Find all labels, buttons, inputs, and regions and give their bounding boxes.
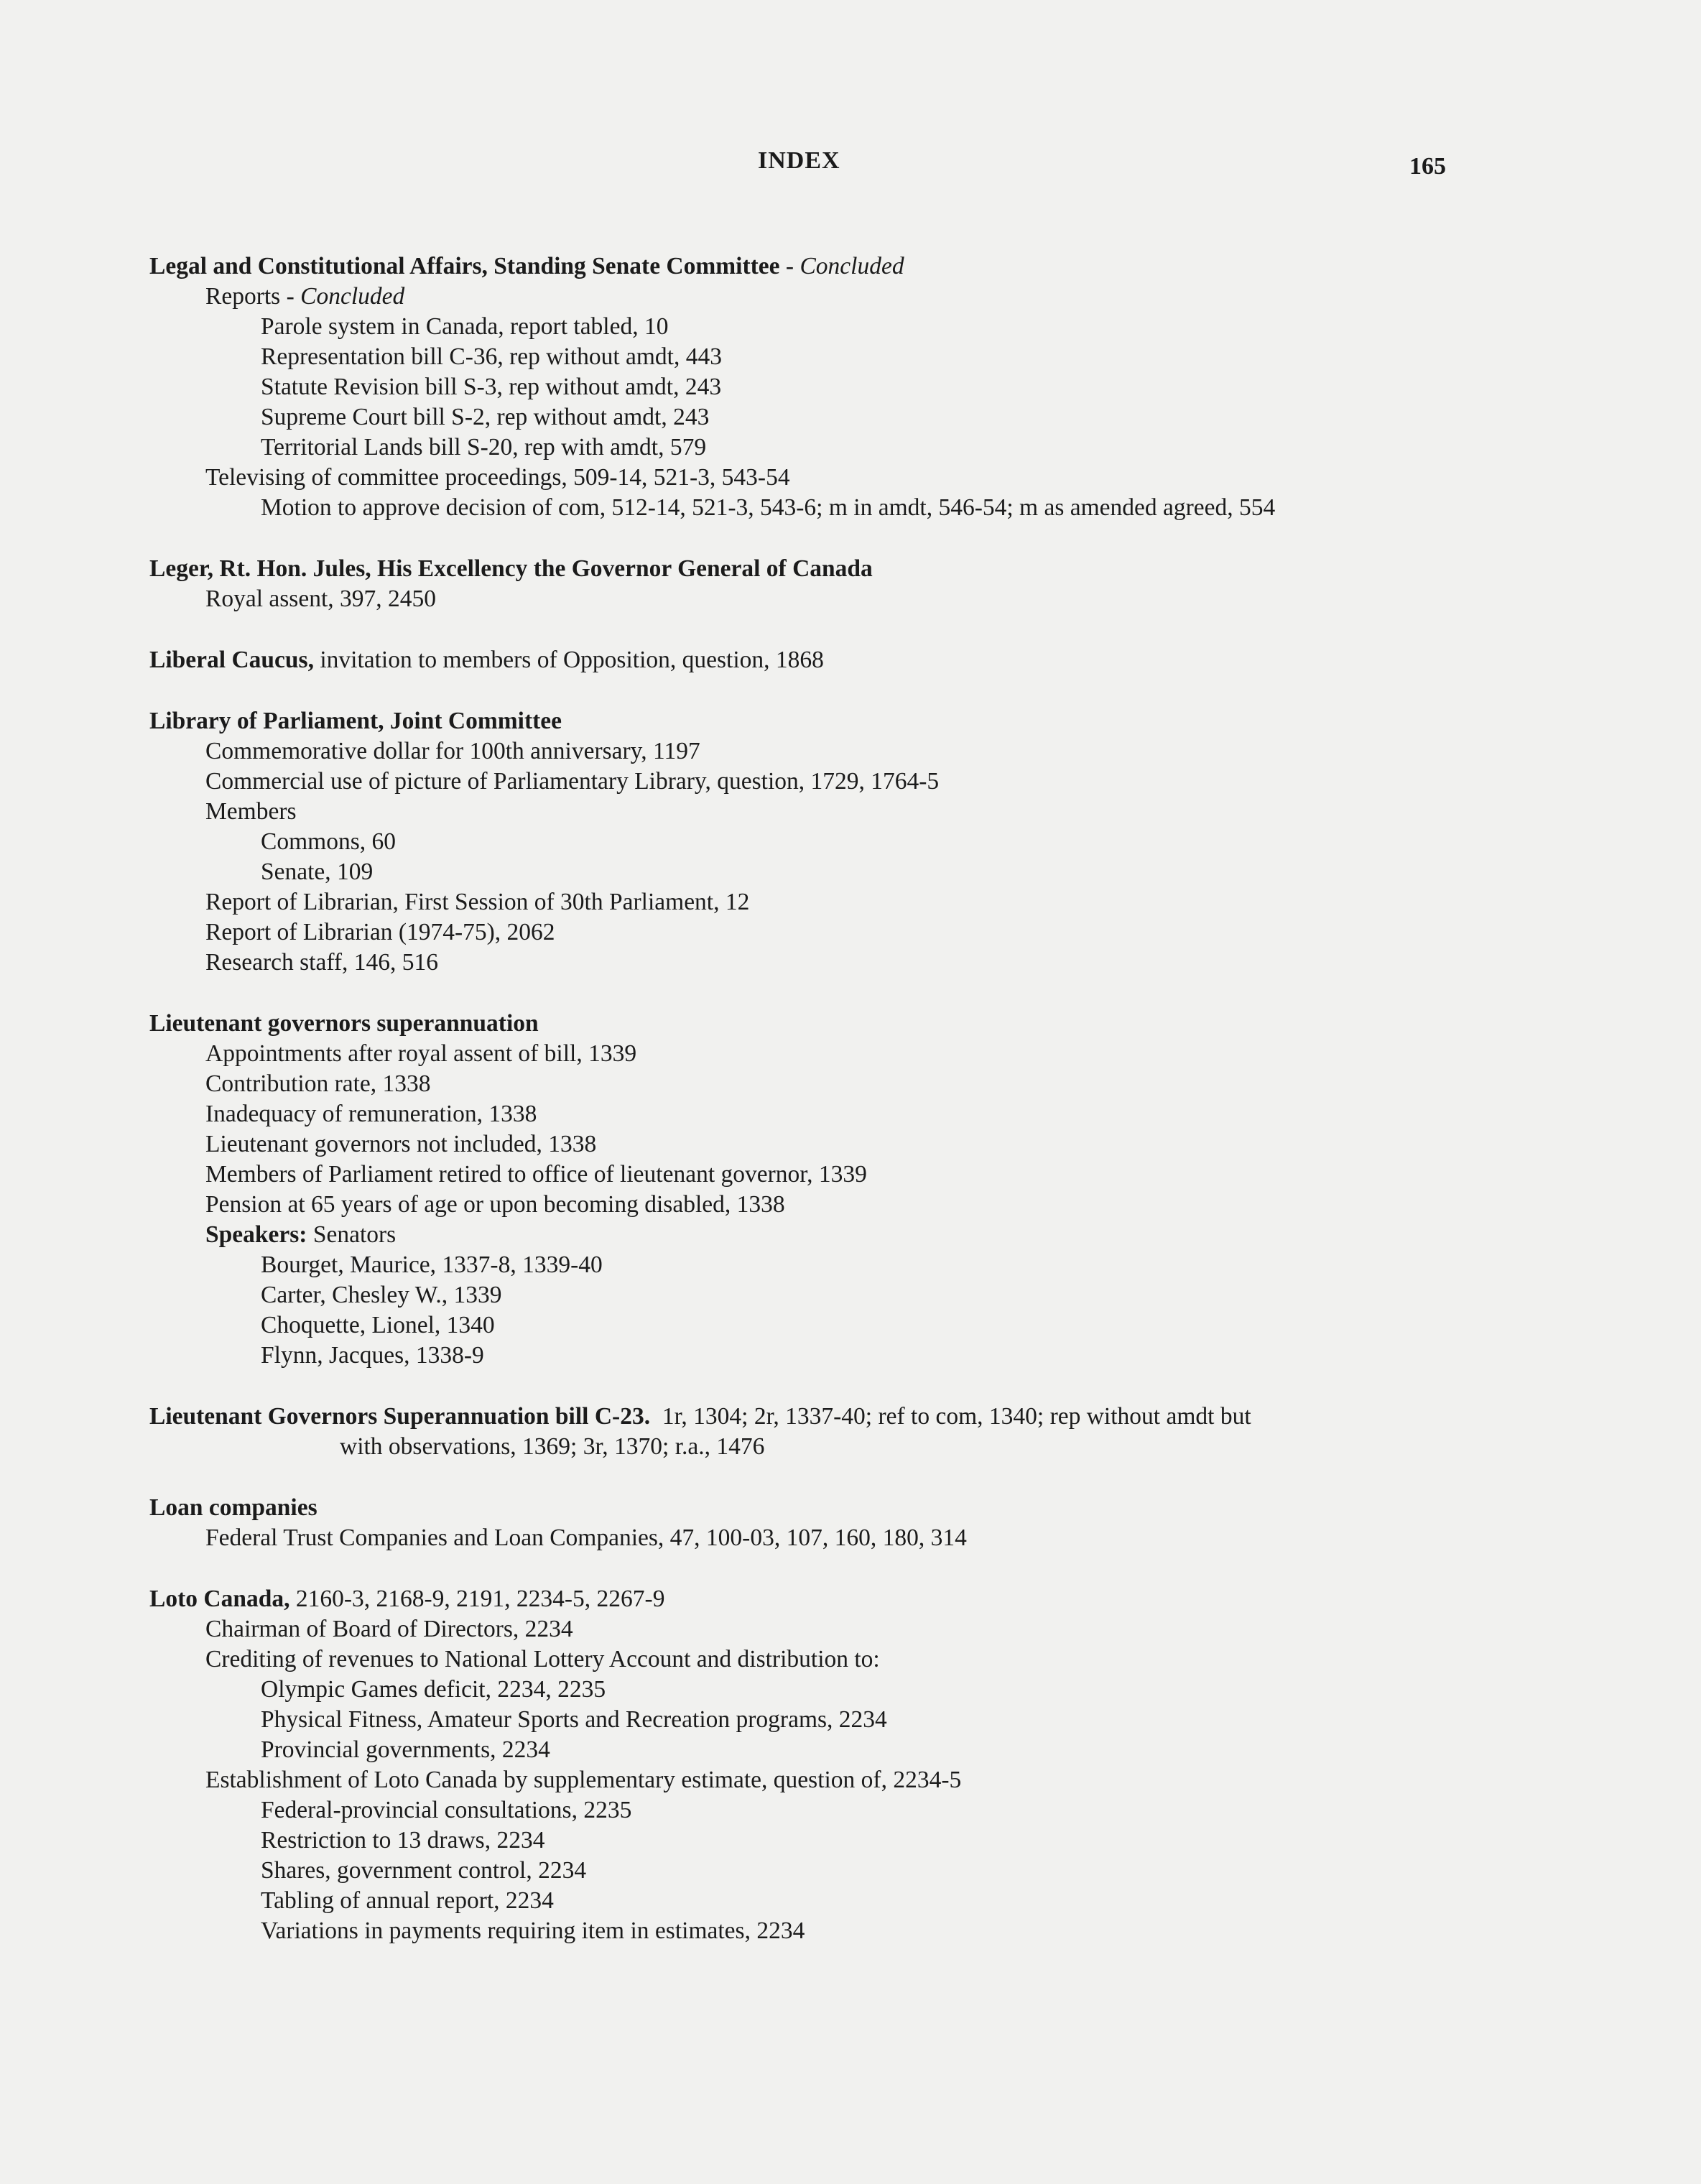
subentry: Chairman of Board of Directors, 2234 xyxy=(205,1616,573,1642)
subentry: Pension at 65 years of age or upon becoming disabled, 1338 xyxy=(205,1191,785,1218)
speakers-label: Speakers: xyxy=(205,1221,307,1248)
subsubentry: Physical Fitness, Amateur Sports and Recreation programs, 2234 xyxy=(261,1706,887,1733)
subsubentry: Senate, 109 xyxy=(261,859,374,885)
entry-legal-constitutional xyxy=(149,251,1586,523)
speaker-item: Bourget, Maurice, 1337-8, 1339-40 xyxy=(261,1251,603,1278)
subentry-members: Members xyxy=(205,798,297,825)
speaker-item: Choquette, Lionel, 1340 xyxy=(261,1312,495,1338)
subsubentry: Motion to approve decision of com, 512-14, 521-3, 543-6; m in amdt, 546-54; m as amended agreed, 554 xyxy=(261,494,1276,521)
entry-heading-line xyxy=(149,1402,1586,1432)
speakers-group: Senators xyxy=(307,1221,397,1248)
entry-heading: Loan companies xyxy=(149,1494,318,1521)
entry-heading-line xyxy=(149,645,1586,675)
subsubentry: Provincial governments, 2234 xyxy=(261,1736,550,1763)
subsubentry: Supreme Court bill S-2, rep without amdt, 243 xyxy=(261,404,710,430)
subentry: Appointments after royal assent of bill, 1339 xyxy=(205,1040,637,1067)
entry-references: 2160-3, 2168-9, 2191, 2234-5, 2267-9 xyxy=(289,1586,665,1612)
subsubentry: Territorial Lands bill S-20, rep with amdt, 579 xyxy=(261,434,707,461)
subentry: Lieutenant governors not included, 1338 xyxy=(205,1131,597,1157)
entry-liberal-caucus xyxy=(149,645,1586,675)
entry-loto-canada xyxy=(149,1584,1586,1946)
speaker-item: Flynn, Jacques, 1338-9 xyxy=(261,1342,484,1369)
entry-heading: Leger, Rt. Hon. Jules, His Excellency the Governor General of Canada xyxy=(149,555,873,582)
index-content xyxy=(149,251,1586,1946)
subsubentry: Tabling of annual report, 2234 xyxy=(261,1887,554,1914)
subentry: Federal Trust Companies and Loan Companies, 47, 100-03, 107, 160, 180, 314 xyxy=(205,1524,967,1551)
entry-lt-governors-bill xyxy=(149,1402,1586,1462)
entry-references: 1r, 1304; 2r, 1337-40; ref to com, 1340; rep without amdt but xyxy=(650,1403,1251,1430)
subentry-reports xyxy=(149,282,1586,312)
entry-heading: Lieutenant Governors Superannuation bill C-23. xyxy=(149,1403,651,1430)
heading-separator: - xyxy=(779,253,800,279)
entry-library-of-parliament xyxy=(149,706,1586,978)
subentry: Research staff, 146, 516 xyxy=(205,949,439,976)
entry-loan-companies xyxy=(149,1493,1586,1553)
subsubentry: Variations in payments requiring item in estimates, 2234 xyxy=(261,1917,805,1944)
entry-heading: Legal and Constitutional Affairs, Standing Senate Committee xyxy=(149,253,780,279)
subentry-speakers xyxy=(149,1220,1586,1250)
subentry: Establishment of Loto Canada by supplementary estimate, question of, 2234-5 xyxy=(205,1767,962,1793)
subentry: Commemorative dollar for 100th anniversary, 1197 xyxy=(205,738,700,764)
page-number: 165 xyxy=(1409,153,1446,180)
subentry-label: Reports - xyxy=(205,283,301,310)
subsubentry: Commons, 60 xyxy=(261,828,396,855)
subsubentry: Parole system in Canada, report tabled, 10 xyxy=(261,313,669,340)
entry-heading: Liberal Caucus, xyxy=(149,647,314,673)
subentry: Crediting of revenues to National Lottery Account and distribution to: xyxy=(205,1646,880,1672)
subentry: Report of Librarian, First Session of 30th Parliament, 12 xyxy=(205,889,750,915)
subentry: Members of Parliament retired to office of lieutenant governor, 1339 xyxy=(205,1161,867,1188)
page-title: INDEX xyxy=(758,147,840,174)
subsubentry: Restriction to 13 draws, 2234 xyxy=(261,1827,545,1854)
subsubentry: Statute Revision bill S-3, rep without amdt, 243 xyxy=(261,374,722,400)
subentry: Report of Librarian (1974-75), 2062 xyxy=(205,919,555,945)
entry-leger xyxy=(149,554,1586,614)
entry-continuation: with observations, 1369; 3r, 1370; r.a., 1476 xyxy=(340,1433,765,1460)
entry-heading-line xyxy=(149,1584,1586,1614)
subsubentry: Shares, government control, 2234 xyxy=(261,1857,587,1884)
heading-concluded: Concluded xyxy=(799,253,904,279)
speaker-item: Carter, Chesley W., 1339 xyxy=(261,1282,502,1308)
subentry: Commercial use of picture of Parliamentary Library, question, 1729, 1764-5 xyxy=(205,768,940,795)
subentry: Inadequacy of remuneration, 1338 xyxy=(205,1101,537,1127)
entry-heading: Loto Canada, xyxy=(149,1586,290,1612)
subentry-televising: Televising of committee proceedings, 509-14, 521-3, 543-54 xyxy=(205,464,790,491)
subentry: Royal assent, 397, 2450 xyxy=(205,586,437,612)
subsubentry: Federal-provincial consultations, 2235 xyxy=(261,1797,632,1823)
subsubentry: Olympic Games deficit, 2234, 2235 xyxy=(261,1676,606,1703)
entry-heading: Lieutenant governors superannuation xyxy=(149,1010,539,1037)
subentry-concluded: Concluded xyxy=(300,283,405,310)
subentry: Contribution rate, 1338 xyxy=(205,1070,431,1097)
entry-heading-line xyxy=(149,251,1586,282)
subsubentry: Representation bill C-36, rep without amdt, 443 xyxy=(261,343,722,370)
entry-heading: Library of Parliament, Joint Committee xyxy=(149,708,562,734)
entry-references: invitation to members of Opposition, question, 1868 xyxy=(313,647,824,673)
entry-lt-governors-superannuation xyxy=(149,1009,1586,1371)
